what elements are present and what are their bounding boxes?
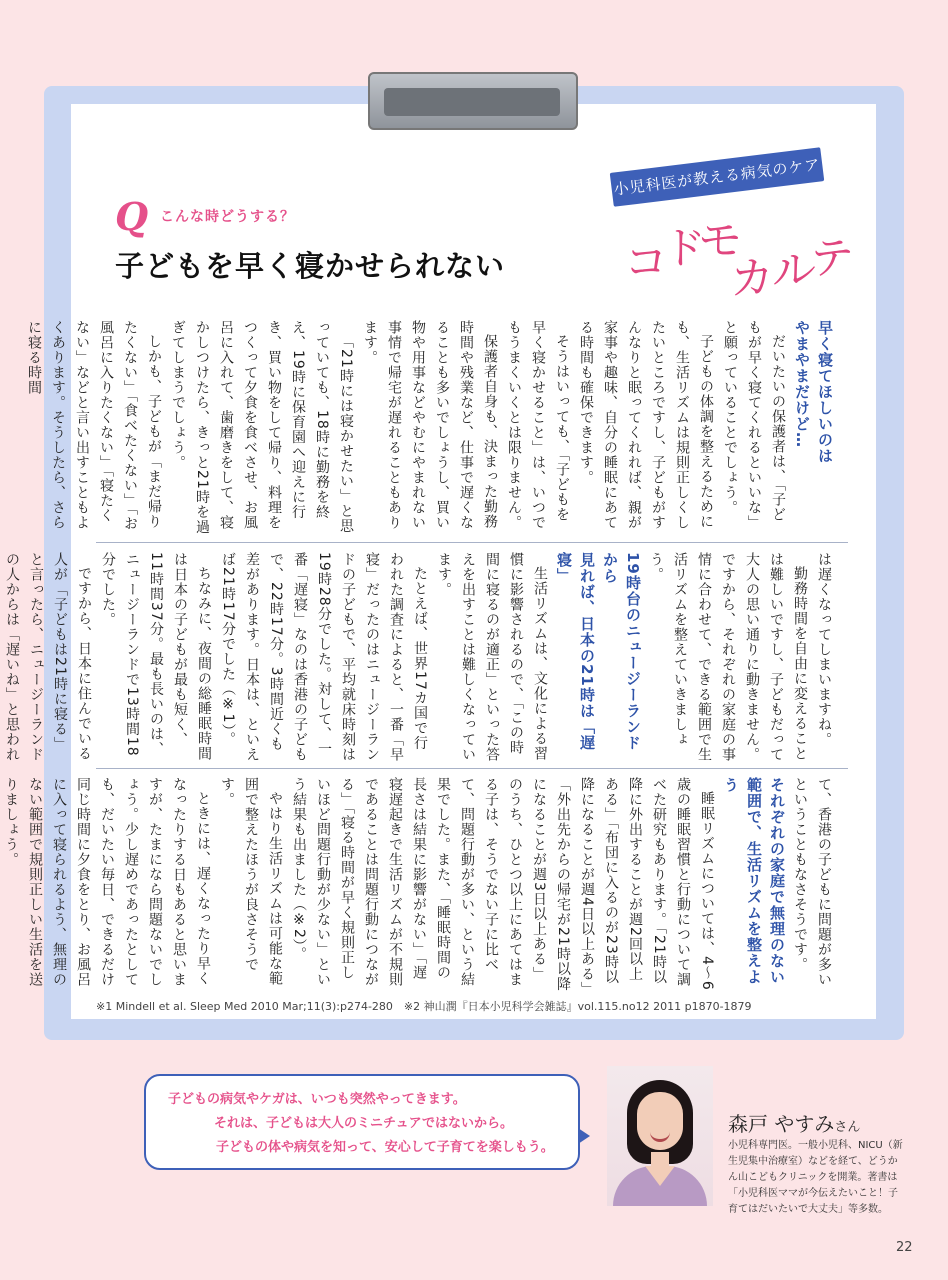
- vertical-text-block: [4, 552, 836, 764]
- row-divider: [96, 768, 848, 769]
- paragraph: 子どもの体調を整えるためにも、生活リズムは規則正しくしたいところですし、子どもがすんなりと眠ってくれれば、親が家事や趣味、自分の睡眠にあてる時間も確保できます。: [578, 320, 714, 530]
- section-heading: それぞれの家庭で無理のない: [768, 777, 786, 985]
- question-mark-q: Q: [115, 194, 149, 239]
- doctor-name: [728, 1108, 860, 1137]
- paragraph: ですから、日本に住んでいる人が「子どもは21時に寝る」と言ったら、ニュージーランドの人からは「遅いね」と思われ: [4, 552, 92, 762]
- doctor-name-text: 森戸 やすみ: [728, 1112, 835, 1136]
- paragraph: たとえば、世界17カ国で行われた調査によると、一番「早寝」だったのはニュージーランドの子どもで、平均就床時刻は19時28分でした。対して、一番「遅寝」なのは香港の子どもで、22時17分。3時間近くも差があります。日本は、といえば21時17分でした（※1）。: [220, 552, 428, 762]
- bubble-line: それは、子どもは大人のミニチュアではないから。: [214, 1116, 514, 1131]
- series-banner: 小児科医が教える病気のケア: [610, 147, 825, 207]
- page-number: 22: [896, 1240, 913, 1255]
- paragraph: やはり生活リズムは可能な範囲で整えたほうが良さそうです。: [219, 777, 283, 986]
- article-title: 子どもを早く寝かせられない: [115, 249, 506, 283]
- article-row-2: [4, 552, 836, 764]
- paragraph: そうはいっても、「子どもを早く寝かせること」は、いつでもうまくいくとは限りません。: [506, 320, 570, 530]
- bubble-line: 子どもの体や病気を知って、安心して子育てを楽しもう。: [216, 1140, 554, 1155]
- doctor-bio: 小児科専門医。一般小児科、NICU（新生児集中治療室）などを経て、どうかん山こどもクリニックを開業。著書は「小児科医ママが今伝えたいこと！子育てはだいたいで大丈夫」等多数。: [728, 1140, 903, 1215]
- paragraph: 生活リズムは、文化による習慣に影響されるので、「この時間に寝るのが適正」といった答えを出すことは難しくなっています。: [436, 552, 548, 762]
- vertical-text-block: [3, 777, 836, 993]
- article-row-1: [26, 320, 836, 536]
- clipboard-clip: [368, 72, 578, 130]
- paragraph: しかも、子どもが「まだ帰りたくない」「食べたくない」「お風呂に入りたくない」「寝たくない」などと言い出すこともよくあります。そうしたら、さらに寝る時間: [26, 320, 162, 531]
- doctor-name-suffix: さん: [834, 1120, 861, 1135]
- section-heading: やまやまだけど…: [793, 320, 811, 448]
- message-bubble: [144, 1074, 580, 1170]
- paragraph: ちなみに、夜間の総睡眠時間は日本の子どもが最も短く、11時間37分。最も長いのは、ニュージーランドで13時間18分でした。: [100, 552, 212, 761]
- paragraph: は遅くなってしまいますね。: [816, 552, 832, 747]
- bubble-line: 子どもの病気やケガは、いつも突然やってきます。: [168, 1092, 466, 1107]
- paragraph: 睡眠リズムについては、4〜6歳の睡眠習慣と行動について調べた研究もあります。「21時以降に外出することが週2回以上ある」「布団に入るのが23時以降になることが週4日以上ある」「外出先からの帰宅が21時以降になることが週3日以上ある」のうち、ひとつ以上にあてはまる子は、そうでない子に比べて、問題行動が多い、という結果でした。また、「睡眠時間の長さは結果に影響がない」「遅寝遅起きで生活リズムが不規則であることは問題行動につながる」「寝る時間が早く規則正しいほど問題行動が少ない」という結果も出ました（※2）。: [291, 777, 715, 992]
- footnotes: ※1 Mindell et al. Sleep Med 2010 Mar;11(3):p274-280 ※2 神山潤『日本小児科学会雑誌』vol.115.no12 2011 p1870-1879: [96, 1000, 752, 1013]
- row-divider: [96, 542, 848, 543]
- paragraph: 勤務時間を自由に変えることは難しいですし、子どもだって大人の思い通りに動きません。ですから、それぞれの家庭の事情に合わせて、できる範囲で生活リズムを整えていきましょう。: [648, 552, 808, 762]
- section-heading: 範囲で、生活リズムを整えよう: [722, 777, 763, 985]
- doctor-photo: [607, 1066, 713, 1206]
- section-heading: 早く寝てほしいのは: [816, 320, 834, 464]
- vertical-text-block: [26, 320, 836, 536]
- paragraph: だいたいの保護者は、「子どもが早く寝てくれるといいな」と願っていることでしょう。: [722, 320, 786, 530]
- bubble-tail: [578, 1128, 590, 1144]
- paragraph: 「21時には寝かせたい」と思っていても、18時に勤務を終え、19時に保育園へ迎えに行き、買い物をして帰り、料理をつくって夕食を食べさせ、お風呂に入れて、歯磨きをして、寝かしつけたら、きっと21時を過ぎてしまうでしょう。: [170, 320, 354, 535]
- kodomo-karute-logo: コ ド モ カ ル テ: [624, 215, 854, 304]
- article-row-3: [3, 777, 836, 993]
- question-label: こんな時どうする？: [160, 209, 295, 225]
- section-heading: 見れば、日本の21時は「遅寝」: [555, 552, 596, 751]
- paragraph: て、香港の子どもに問題が多いということもなさそうです。: [792, 777, 832, 987]
- paragraph: 保護者自身も、決まった勤務時間や残業など、仕事で遅くなることも多いでしょうし、買い物や用事などやむにやまれない事情で帰宅が遅れることもあります。: [362, 320, 498, 530]
- paragraph: ときには、遅くなったり早くなったりする日もあると思いますが、たまになら問題ないでしょう。少し遅めであったとしても、だいたい毎日、できるだけ同じ時間に夕食をとり、お風呂に入って寝られるよう、無理のない範囲で規則正しい生活を送りましょう。: [3, 777, 211, 987]
- section-heading: 19時台のニュージーランドから: [601, 552, 642, 751]
